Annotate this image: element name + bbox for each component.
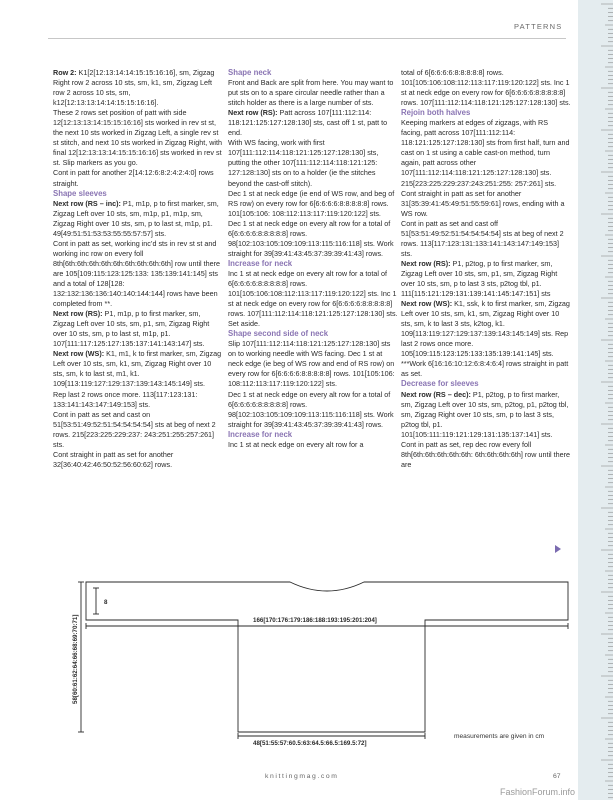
paragraph-text: P1, m1p, p to first marker, sm, Zigzag Left over 10 sts, sm, m1p, p1, m1p, sm, Zigzag Right over 10 sts, sm, p to last st, m1p, p1. 49[49:51:51:53:53:55:55:57:57] sts. — [53, 198, 219, 238]
section-header: PATTERNS — [514, 22, 563, 31]
row-label: Next row (RS): — [228, 108, 278, 118]
paragraph-text: Cont straight in patt as set for another 31[35:39:41:45:49:51:55:59:61] rows, ending with a WS row. — [401, 188, 565, 218]
measurement-note: measurements are given in cm — [454, 733, 545, 740]
paragraph-text: Cont straight in patt as set for another 32[36:40:42:46:50:52:56:60:62] rows. — [53, 449, 174, 469]
paragraph-text: Patt across 107[111:112:114: 118:121:125:127:128:130] sts, cast off 1 st, patt to end. — [228, 108, 388, 138]
section-heading: Shape neck — [228, 68, 272, 77]
paragraph-text: Inc 1 st at neck edge on every alt row for a total of 6[6:6:6:6:8:8:8:8:8] rows. 101[105:106:108:112:113:117:119:120:122] sts. Inc 1 st at neck edge on every row for 6[6:6:6:6:8:8:8:8:8] rows. 107[111:112:114:118:121:125:127:128:130] sts. Set aside. — [228, 268, 398, 329]
footer-website: knittingmag.com — [265, 773, 339, 780]
garment-outline — [86, 582, 568, 732]
paragraph-text: P1, p2tog, p to first marker, sm, Zigzag Left over 10 sts, sm, p1, sm, Zigzag Right over 10 sts, sm, p to last 3 sts, p2tog tbl, p1. — [401, 258, 558, 288]
paragraph-text: Keeping markers at edges of zigzags, with RS facing, patt across 107[111:112:114: 118:121:125:127:128:130] sts from first half, turn and cast on 1 st using a cable cast-on method, turn again, patt across other 107[111:112:114:118:121:125:127:128:130] sts. 215[223:225:229:237:243:251:255: 257:261] sts. — [401, 118, 570, 188]
upper-width-label: 166[170:176:179:186:188:193:195:201:204] — [253, 617, 377, 624]
paragraph-text: These 2 rows set position of patt with side 12[12:13:13:14:15:15:16:16] sts worked in rev st st, the next 10 sts worked in Zigzag Left, a single rev st st stitch, and next 10 sts worked in Zigzag Right, with final 12[12:13:13:14:15:15:16:16] sts worked in rev st st. Slip markers as you go. — [53, 108, 222, 168]
paragraph-text: Rep last 2 rows once more. 113[117:123:131: 133:141:143:147:149:153] sts. — [53, 389, 198, 409]
row-label: Next row (RS – inc): — [53, 198, 121, 208]
row-label: Next row (WS): — [401, 299, 453, 309]
paragraph-text: Cont in patt for another 2[14:12:6:8:2:4:2:4:0] rows straight. — [53, 168, 214, 188]
paragraph-text: 111[115:121:129:131:139:141:145:147:151] sts — [401, 289, 551, 299]
paragraph-text: Dec 1 st at neck edge on every alt row for a total of 6[6:6:6:6:8:8:8:8:8] rows. 98[102:103:105:109:109:113:115:116:118] sts. Work straight for 39[39:41:43:45:37:39:39:41:43] rows. — [228, 218, 394, 258]
paragraph-text: total of 6[6:6:6:6:8:8:8:8:8] rows. 101[105:106:108:112:113:117:119:120:122] sts. Inc 1 st at neck edge on every row for 6[6:6:6:6:8:8:8:8:8] rows. 107[111:112:114:118:121:125:127:128:130] sts. — [401, 68, 571, 108]
paragraph-text: Cont in patt as set and cast off 51[53:51:49:52:51:54:54:54:54] sts at beg of next 2 rows. 113[117:123:131:133:141:143:147:149:153] sts. — [401, 218, 564, 258]
section-heading: Rejoin both halves — [401, 108, 471, 118]
row-label: Next row (RS): — [401, 258, 451, 268]
hem-width-label: 48[51:55:57:60.5:63:64.5:66.5:169.5:72] — [253, 740, 367, 747]
section-heading: Increase for neck — [228, 258, 293, 268]
paragraph-text: Slip 107[111:112:114:118:121:125:127:128:130] sts on to working needle with WS facing. Dec 1 st at neck edge (ie beg of WS row and end of RS row) on every row for 6[6:6:6:6:8:8:8:8:8] rows. 101[105:106: 108:112:113:117:119:120:122] sts. — [228, 339, 395, 389]
paragraph-text: Dec 1 st at neck edge (ie end of WS row, and beg of RS row) on every row for 6[6:6:6:6:8:8:8:8:8] rows. 101[105:106: 108:112:113:117:119:120:122] sts. — [228, 188, 395, 218]
section-heading: Increase for neck — [228, 429, 293, 439]
paragraph-text: Cont in patt as set, rep dec row every foll 8th[6th:6th:6th:6th:6th: 6th:6th:6th:6th] row until there are — [401, 439, 571, 469]
paragraph-text: K1, ssk, k to first marker, sm, Zigzag Left over 10 sts, sm, k1, sm, Zigzag Right over 10 sts, sm, k to last 3 sts, k2tog, k1. — [401, 299, 570, 329]
section-heading: Decrease for sleeves — [401, 379, 479, 389]
paragraph-text: Dec 1 st at neck edge on every alt row for a total of 6[6:6:6:6:8:8:8:8:8] rows. 98[102:103:105:109:109:113:115:116:118] sts. Work straight for 39[39:41:43:45:37:39:39:41:43] rows. — [228, 389, 394, 429]
row-label: Next row (WS): — [53, 349, 105, 359]
paragraph-text: P1, p2tog, p to first marker, sm, Zigzag Left over 10 sts, sm, p2tog, p1, p2tog tbl, sm, Zigzag Right over 10 sts, sm, p to last 3 sts, p2tog tbl, p1. 101[105:111:119:121:129:131:135:137:141] sts. — [401, 389, 569, 439]
paragraph-text: 109[113:119:127:129:137:139:143:145:149] sts. Rep last 2 rows once more. 105[109:115:123:125:133:135:139:141:145] sts. ***Work 6[16:16:10:12:6:8:4:6:4] rows straight in patt as set. — [401, 329, 569, 379]
section-heading: Shape sleeves — [53, 188, 107, 198]
watermark: FashionForum.info — [500, 787, 576, 797]
paragraph-text: 109[113:119:127:129:137:139:143:145:149] sts. — [53, 379, 205, 389]
paragraph-text: Cont in patt as set, working inc’d sts in rev st st and working inc row on every foll 8th[6th:6th:6th:6th:6th:6th:6th:6th:6th] row until there are 105[109:115:123:125:133: 135:139:141:145] sts and a total of 128[128: 132:132:136:136:140:140:144:144] rows have been completed from **. — [53, 238, 221, 309]
paragraph-text: With WS facing, work with first 107[111:112:114:118:121:125:127:128:130] sts, putting the other 107[111:112:114:118:121:125: 127:128:130] sts on to a holder (ie the stitches beyond the cast-off stitch). — [228, 138, 379, 188]
sleeve-height-label: 8 — [104, 599, 108, 606]
page-number: 67 — [553, 773, 561, 780]
row-label: Next row (RS – dec): — [401, 389, 471, 399]
paragraph-text: K1[2[12:13:14:14:15:15:16:16], sm, Zigzag Right row 2 across 10 sts, sm, k1, sm, Zigzag Left row 2 across 10 sts, sm, k12[12:13:13:14:14:15:15:16:16]. — [53, 68, 215, 108]
section-heading: Shape second side of neck — [228, 329, 329, 339]
length-label: 58[60:61:62:64:66:68:69:70:71] — [72, 614, 79, 704]
row-label: Next row (RS): — [53, 309, 103, 319]
paragraph-text: K1, m1, k to first marker, sm, Zigzag Left over 10 sts, sm, k1, sm, Zigzag Right over 10 sts, sm, k to last st, m1, k1. — [53, 349, 222, 379]
paragraph-text: Inc 1 st at neck edge on every alt row for a — [228, 439, 364, 449]
paragraph-text: Cont in patt as set and cast on 51[53:51:49:52:51:54:54:54:54] sts at beg of next 2 rows. 215[223:225:229:237: 243:251:255:257:261] sts. — [53, 409, 216, 449]
paragraph-text: Front and Back are split from here. You may want to put sts on to a spare circular needle rather than a stitch holder as there is a large number of sts. — [228, 78, 394, 108]
row-label: Row 2: — [53, 68, 77, 77]
paragraph-text: 107[111:117:125:127:135:137:141:143:147] sts. — [53, 339, 205, 349]
paragraph-text: P1, m1p, p to first marker, sm, Zigzag Left over 10 sts, sm, p1, sm, Zigzag Right over 10 sts, sm, p to last st, m1p, p1. — [53, 309, 210, 339]
